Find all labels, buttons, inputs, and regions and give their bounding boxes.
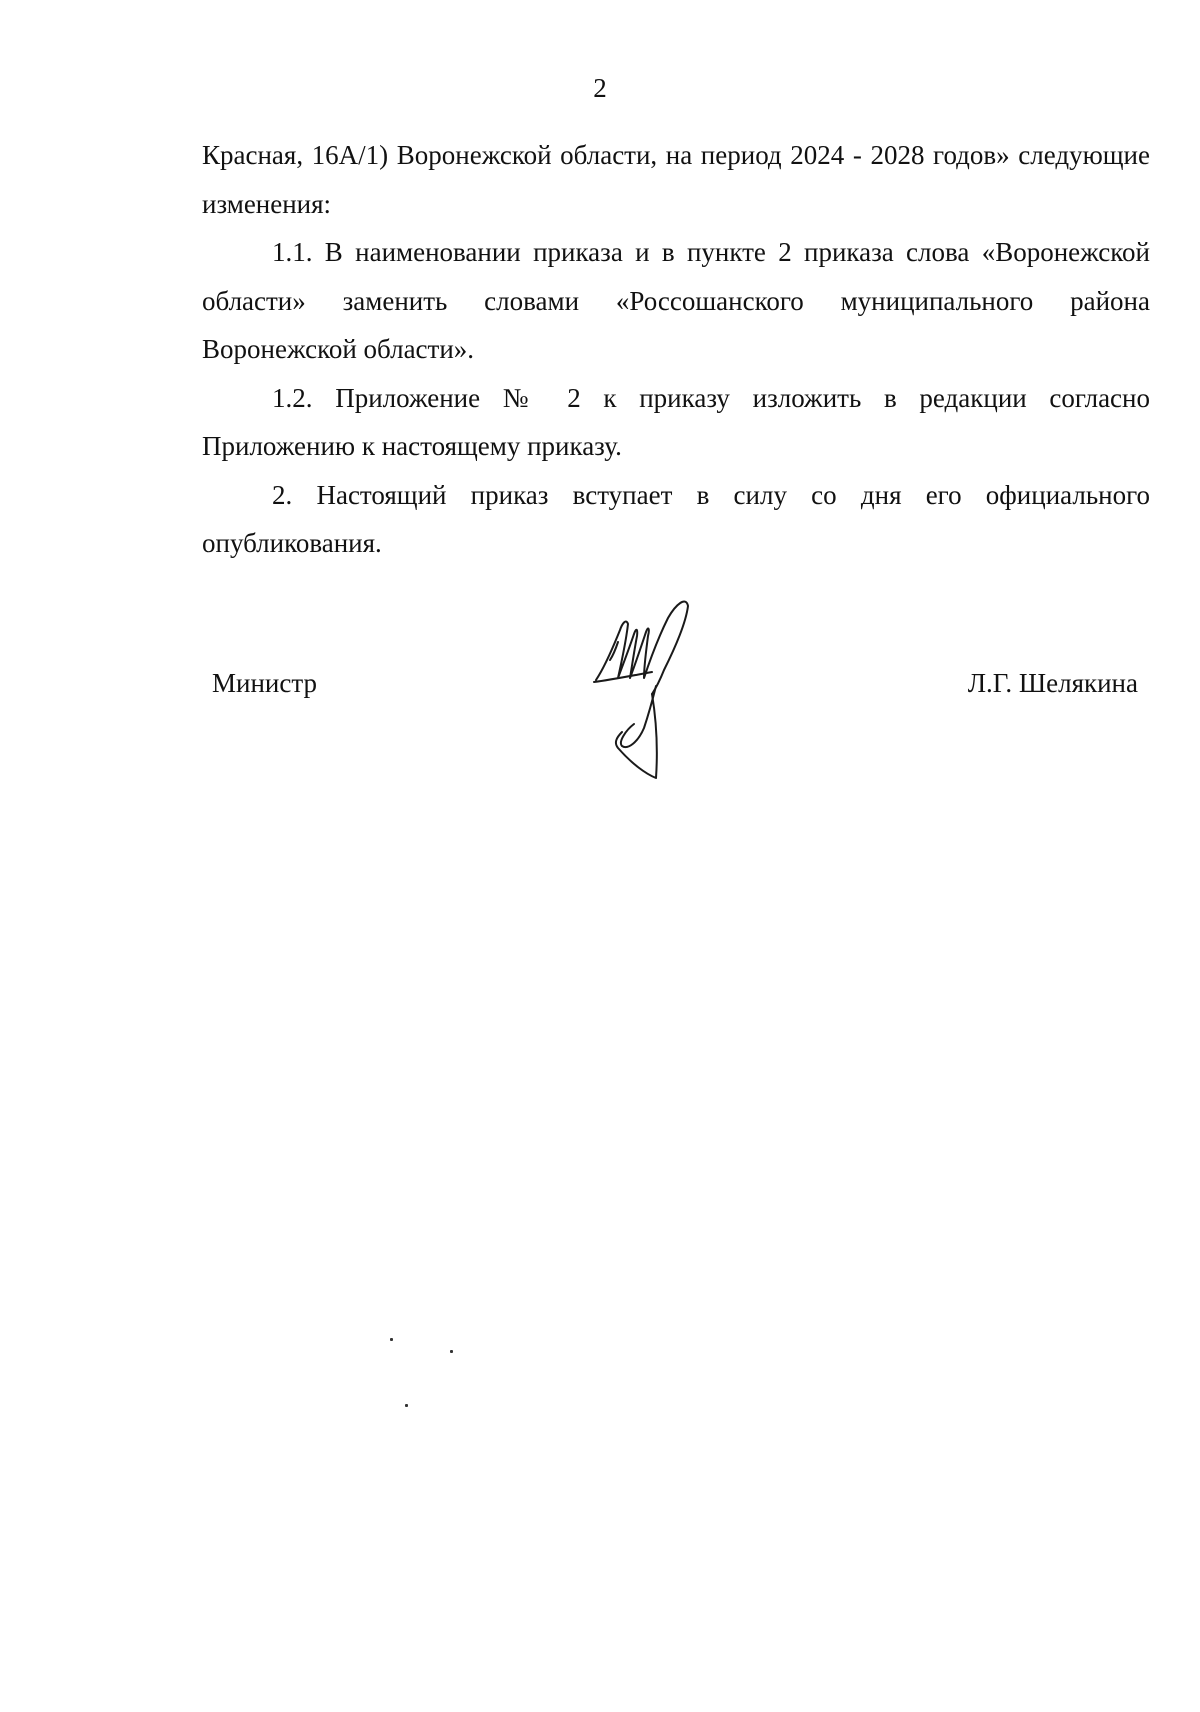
- handwritten-signature: [590, 598, 720, 783]
- signatory-title: Министр: [212, 668, 317, 698]
- paragraph-item-1-1: 1.1. В наименовании приказа и в пункте 2 приказа слова «Воронежской области» заменить словами «Россошанского муниципального района Воронежской области».: [202, 237, 1150, 364]
- paragraph-item-2: 2. Настоящий приказ вступает в силу со дня его официального опубликования.: [202, 479, 1150, 558]
- page-number: 2: [593, 73, 607, 103]
- scan-speck: [450, 1350, 453, 1353]
- paragraph-item-1-2: 1.2. Приложение № 2 к приказу изложить в редакции согласно Приложению к настоящему приказу.: [202, 382, 1150, 461]
- scan-speck: [390, 1338, 393, 1341]
- document-body: [202, 131, 1150, 568]
- paragraph-continuation: Красная, 16А/1) Воронежской области, на период 2024 - 2028 годов» следующие изменения:: [202, 140, 1150, 219]
- scan-speck: [405, 1404, 408, 1407]
- signatory-name: Л.Г. Шелякина: [967, 668, 1138, 698]
